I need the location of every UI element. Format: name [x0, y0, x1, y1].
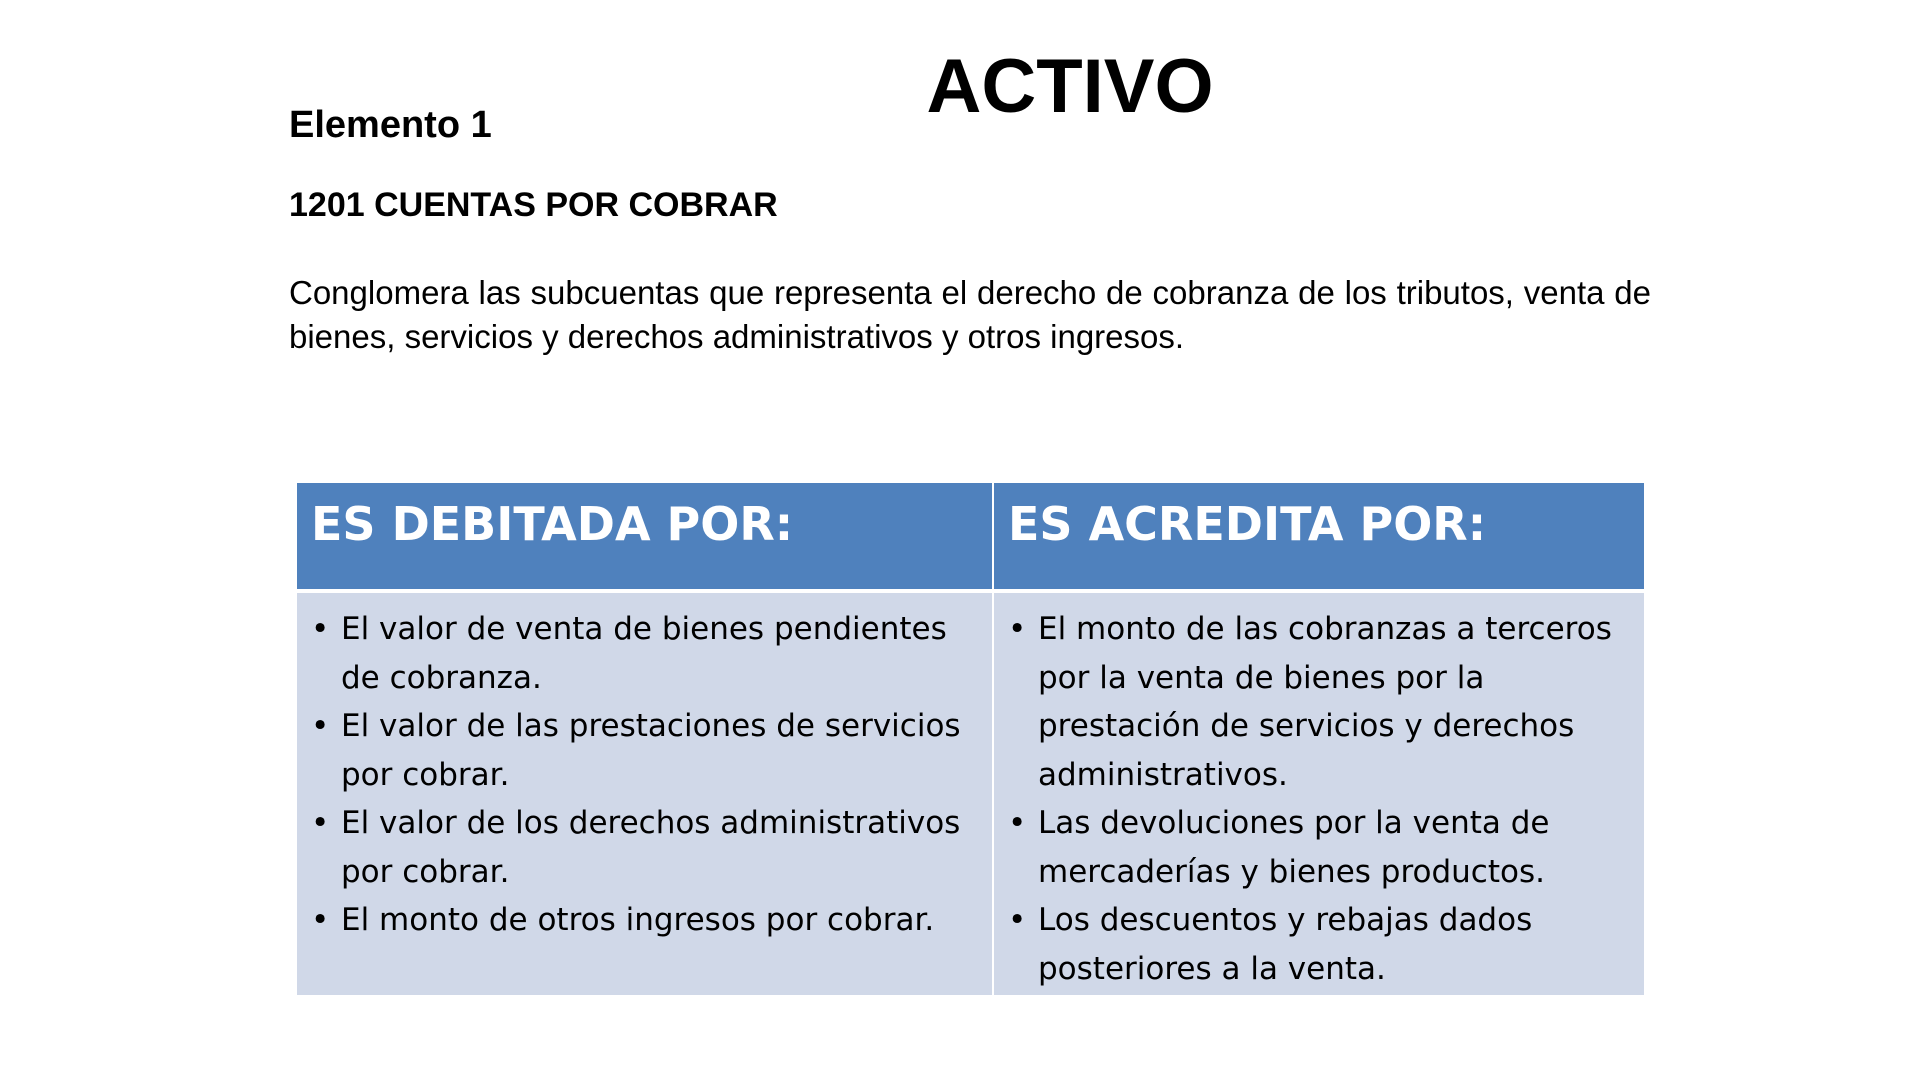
debit-list [311, 605, 982, 945]
credit-cell [993, 591, 1644, 995]
list-item: • Los descuentos y rebajas dados posteriores a la venta. [1008, 896, 1634, 993]
slide-title: ACTIVO [926, 44, 1214, 129]
element-label: Elemento 1 [289, 104, 492, 146]
debit-header: ES DEBITADA POR: [297, 483, 993, 591]
credit-header: ES ACREDITA POR: [993, 483, 1644, 591]
credit-list [1008, 605, 1634, 993]
list-item: • El valor de las prestaciones de servicios por cobrar. [311, 702, 982, 799]
account-title: 1201 CUENTAS POR COBRAR [289, 186, 778, 224]
list-item: • El monto de las cobranzas a terceros por la venta de bienes por la prestación de servicios y derechos administrativos. [1008, 605, 1634, 799]
account-description: Conglomera las subcuentas que representa el derecho de cobranza de los tributos, venta de bienes, servicios y derechos administrativos y otros ingresos. [289, 274, 1651, 355]
table-header-row [297, 483, 1644, 591]
debit-credit-table [297, 483, 1644, 995]
list-item: • Las devoluciones por la venta de mercaderías y bienes productos. [1008, 799, 1634, 896]
debit-cell [297, 591, 993, 995]
list-item: • El monto de otros ingresos por cobrar. [311, 896, 982, 945]
list-item: • El valor de los derechos administrativos por cobrar. [311, 799, 982, 896]
list-item: • El valor de venta de bienes pendientes de cobranza. [311, 605, 982, 702]
table-row [297, 591, 1644, 995]
